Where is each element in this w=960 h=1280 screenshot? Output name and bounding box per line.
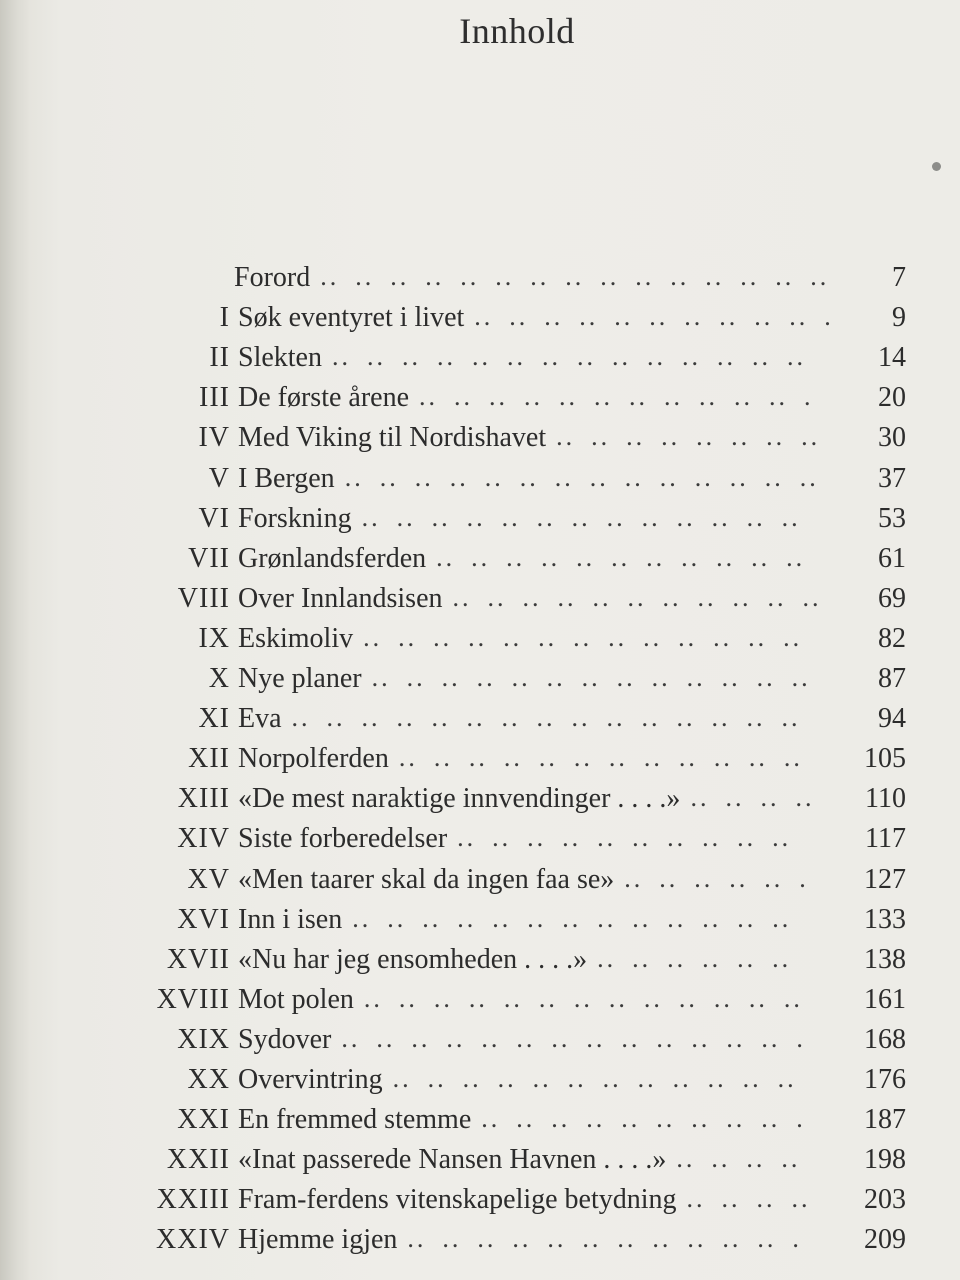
dot-leader: .. .. .. .. .. .. .. .. .. .. .. .. .. .. — [344, 462, 819, 492]
chapter-title: Forord — [234, 262, 311, 293]
page-number: 94 — [878, 703, 906, 735]
chapter-title: Sydover — [238, 1023, 332, 1055]
chapter-title: Siste forberedelser — [238, 823, 448, 855]
chapter-title: Eva — [238, 703, 282, 735]
chapter-number: XI — [198, 703, 230, 735]
toc-entry — [0, 743, 960, 783]
chapter-number: XXIII — [156, 1184, 230, 1216]
toc-entry — [0, 503, 960, 543]
chapter-title: Fram-ferdens vitenskapelige betydning — [238, 1184, 677, 1216]
toc-entry — [0, 823, 960, 863]
chapter-number: XIX — [177, 1023, 230, 1055]
toc-entry — [0, 904, 960, 944]
page-number: 37 — [878, 462, 906, 494]
chapter-number: VII — [188, 542, 230, 574]
chapter-number: XXIV — [156, 1224, 230, 1256]
chapter-title: Forskning — [238, 502, 352, 534]
chapter-title: «Nu har jeg ensomheden . . . .» — [238, 943, 588, 975]
chapter-title: Over Innlandsisen — [238, 582, 443, 614]
dot-leader: .. .. .. .. .. .. .. .. .. .. .. .. .. — [363, 622, 819, 652]
page-number: 209 — [864, 1224, 906, 1256]
toc-entry — [0, 623, 960, 663]
chapter-title: «De mest naraktige innvendinger . . . .» — [238, 783, 681, 815]
chapter-title: I Bergen — [238, 462, 335, 494]
chapter-number: XXII — [166, 1144, 230, 1176]
chapter-number: II — [209, 342, 230, 374]
toc-entry — [0, 382, 960, 422]
chapter-title: Inn i isen — [238, 903, 343, 935]
toc-entry — [0, 1144, 960, 1184]
chapter-number: VI — [198, 502, 230, 534]
dot-leader: .. .. .. .. .. .. — [597, 943, 808, 973]
chapter-number: XII — [188, 743, 230, 775]
toc-entry — [0, 262, 960, 302]
dot-leader: .. .. .. .. .. .. .. .. .. .. .. .. .. — [361, 502, 817, 532]
page-number: 14 — [878, 342, 906, 374]
chapter-number: VIII — [177, 582, 230, 614]
chapter-number: XXI — [177, 1104, 230, 1136]
page-title: Innhold — [459, 11, 575, 51]
chapter-title: Grønlandsferden — [238, 542, 427, 574]
dot-leader: .. .. .. .. .. .. .. .. .. .. .. .. — [398, 743, 803, 773]
chapter-number: XVIII — [156, 983, 230, 1015]
toc-entry — [0, 422, 960, 462]
chapter-title: Hjemme igjen — [238, 1224, 398, 1256]
toc-entry — [0, 1064, 960, 1104]
dot-leader: .. .. .. .. .. .. .. .. .. .. .. .. .. .. .. — [291, 703, 817, 733]
dot-leader: .. .. .. .. .. .. .. .. .. .. .. .. — [392, 1064, 797, 1093]
chapter-title: En fremmed stemme — [238, 1104, 472, 1136]
page-number: 161 — [864, 983, 906, 1015]
dot-leader: .. .. .. .. .. .. .. .. .. .. .. . — [419, 382, 814, 412]
page-number: 61 — [878, 542, 906, 574]
page-number: 117 — [865, 823, 906, 855]
page-number: 127 — [864, 863, 906, 895]
toc-entry — [0, 663, 960, 703]
dot-leader: .. .. .. .. .. .. .. .. .. .. .. — [436, 542, 822, 572]
dot-leader: .. .. .. .. .. .. .. .. .. .. — [457, 823, 808, 853]
chapter-number: IV — [198, 422, 230, 454]
chapter-title: «Men taarer skal da ingen faa se» — [238, 863, 615, 895]
dot-leader: .. .. .. .. .. . — [624, 863, 809, 893]
chapter-number: XIV — [177, 823, 230, 855]
page-number: 105 — [864, 743, 906, 775]
dot-leader: .. .. .. .. .. .. .. .. .. . — [481, 1104, 806, 1134]
chapter-number: XV — [187, 863, 230, 895]
dot-leader: .. .. .. .. .. .. .. .. .. .. . — [474, 302, 834, 332]
chapter-number: X — [208, 663, 230, 694]
chapter-number: I — [219, 302, 230, 334]
paper-speck — [932, 162, 941, 171]
page-number: 187 — [864, 1104, 906, 1136]
dot-leader: .. .. .. .. .. .. .. .. .. .. .. .. .. .. .. — [320, 262, 830, 291]
toc-entry — [0, 583, 960, 623]
toc-entry — [0, 1184, 960, 1224]
chapter-title: Mot polen — [238, 983, 354, 1015]
dot-leader: .. .. .. .. — [686, 1184, 811, 1214]
page-number: 133 — [864, 903, 906, 935]
toc-entry — [0, 944, 960, 984]
toc-entry — [0, 1024, 960, 1064]
page-number: 53 — [878, 502, 906, 534]
chapter-number: XIII — [177, 783, 230, 815]
toc-entry — [0, 783, 960, 823]
chapter-title: Slekten — [238, 342, 322, 374]
toc-entry — [0, 342, 960, 382]
chapter-title: Søk eventyret i livet — [238, 302, 465, 334]
chapter-title: Overvintring — [238, 1064, 383, 1095]
page-number: 168 — [864, 1023, 906, 1055]
dot-leader: .. .. .. .. — [676, 1144, 817, 1174]
page-number: 203 — [864, 1184, 906, 1216]
page-number: 138 — [864, 943, 906, 975]
chapter-title: Med Viking til Nordishavet — [238, 422, 547, 454]
toc-entry — [0, 463, 960, 503]
toc-entry — [0, 302, 960, 342]
page-number: 176 — [864, 1064, 906, 1095]
page-number: 9 — [892, 302, 906, 334]
page-number: 198 — [864, 1144, 906, 1176]
chapter-title: «Inat passerede Nansen Havnen . . . .» — [238, 1144, 667, 1176]
chapter-number: XX — [187, 1064, 230, 1095]
page-number: 30 — [878, 422, 906, 454]
chapter-number: III — [199, 382, 230, 414]
chapter-number: IX — [198, 622, 230, 654]
toc-entry — [0, 984, 960, 1024]
dot-leader: .. .. .. .. .. .. .. .. .. .. .. . — [407, 1224, 802, 1254]
chapter-number: V — [208, 462, 230, 494]
page-number: 110 — [865, 783, 906, 815]
dot-leader: .. .. .. .. .. .. .. .. .. .. .. .. .. . — [341, 1023, 806, 1053]
dot-leader: .. .. .. .. .. .. .. .. .. .. .. — [452, 582, 822, 612]
dot-leader: .. .. .. .. .. .. .. .. .. .. .. .. .. — [363, 983, 803, 1013]
toc-entry — [0, 864, 960, 904]
chapter-number: XVI — [177, 903, 230, 935]
chapter-number: XVII — [166, 943, 230, 975]
toc-entry — [0, 1104, 960, 1144]
page-number: 87 — [878, 663, 906, 694]
toc-entry — [0, 703, 960, 743]
chapter-title: Norpolferden — [238, 743, 389, 775]
page-number: 7 — [892, 262, 906, 293]
toc-entry — [0, 1224, 960, 1264]
dot-leader: .. .. .. .. .. .. .. .. .. .. .. .. .. .. — [332, 342, 822, 372]
page-number: 69 — [878, 582, 906, 614]
chapter-title: Nye planer — [238, 663, 362, 694]
dot-leader: .. .. .. .. .. .. .. .. .. .. .. .. .. — [371, 663, 811, 692]
page-number: 82 — [878, 622, 906, 654]
dot-leader: .. .. .. .. .. .. .. .. — [556, 422, 821, 452]
chapter-title: Eskimoliv — [238, 622, 354, 654]
dot-leader: .. .. .. .. .. .. .. .. .. .. .. .. .. — [352, 903, 808, 933]
page-number: 20 — [878, 382, 906, 414]
chapter-title: De første årene — [238, 382, 410, 414]
toc-entry — [0, 543, 960, 583]
dot-leader: .. .. .. .. — [690, 783, 815, 813]
